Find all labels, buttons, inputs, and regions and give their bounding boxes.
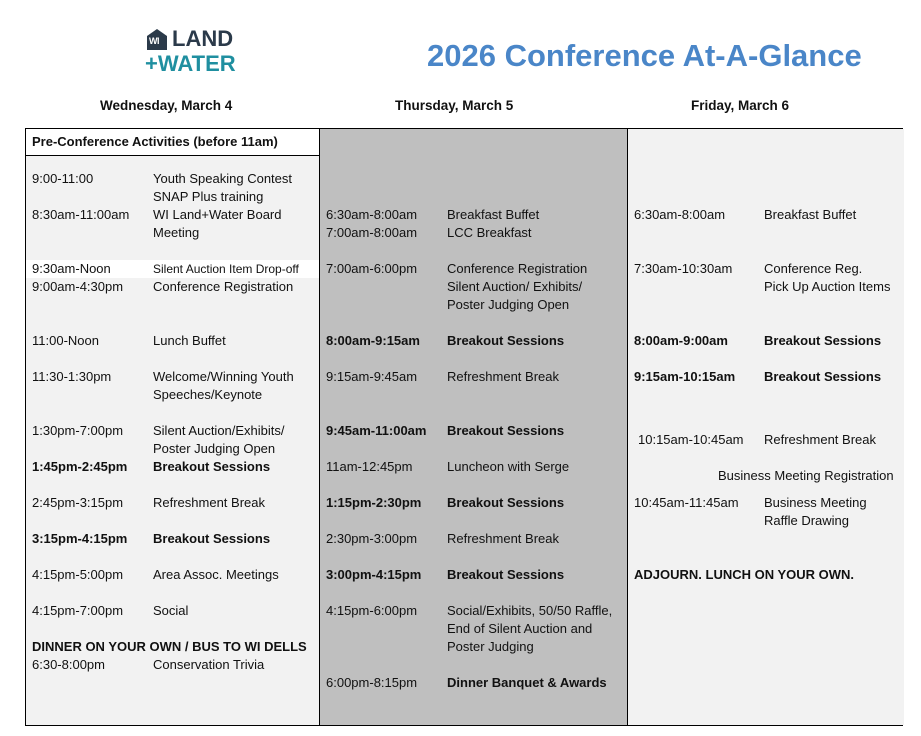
activity-line: Refreshment Break [764, 432, 876, 447]
activity-line: Breakfast Buffet [447, 207, 540, 222]
activity-line: Pick Up Auction Items [764, 279, 891, 294]
item-activity [447, 566, 564, 584]
item-time: 4:15pm-7:00pm [32, 603, 124, 618]
item-activity [764, 260, 890, 296]
activity-line: Breakfast Buffet [764, 207, 857, 222]
column-thursday [320, 129, 628, 725]
item-time: 1:30pm-7:00pm [32, 423, 124, 438]
item-time: 1:15pm-2:30pm [326, 495, 422, 510]
item-time: 7:00am-8:00am [326, 225, 418, 240]
item-activity [447, 206, 539, 224]
activity-line: Conference Reg. [764, 261, 863, 276]
activity-line: WI Land+Water Board [153, 207, 282, 222]
item-activity [153, 494, 265, 512]
item-time: 11:00-Noon [32, 333, 99, 348]
item-activity [447, 530, 559, 548]
item-activity [764, 431, 876, 449]
activity-line: Refreshment Break [153, 495, 265, 510]
item-activity [764, 494, 867, 530]
activity-line: Breakout Sessions [447, 423, 565, 438]
item-time: 9:15am-10:15am [634, 369, 736, 384]
activity-line: LCC Breakfast [447, 225, 532, 240]
activity-line: End of Silent Auction and [447, 621, 593, 636]
item-time: 4:15pm-5:00pm [32, 567, 124, 582]
activity-line: Poster Judging [447, 639, 534, 654]
item-time: 1:45pm-2:45pm [32, 459, 128, 474]
activity-line: Breakout Sessions [153, 531, 271, 546]
item-time: 9:00-11:00 [32, 171, 94, 186]
day-header-wednesday: Wednesday, March 4 [100, 98, 233, 113]
item-time: 8:00am-9:00am [634, 333, 728, 348]
schedule-item [26, 260, 319, 278]
item-activity [153, 332, 226, 350]
day-header-thursday: Thursday, March 5 [395, 98, 514, 113]
activity-line: Conference Registration [153, 279, 294, 294]
activity-line: Breakout Sessions [447, 495, 565, 510]
item-time: 8:30am-11:00am [32, 207, 130, 222]
item-activity [447, 422, 564, 440]
activity-line: Luncheon with Serge [447, 459, 570, 474]
item-time: 4:15pm-6:00pm [326, 603, 418, 618]
activity-line: Social [153, 603, 189, 618]
item-activity [764, 332, 881, 350]
page-title: 2026 Conference At-A-Glance [427, 38, 862, 73]
item-activity [447, 674, 607, 692]
activity-line: Poster Judging Open [153, 441, 276, 456]
item-activity [153, 566, 279, 584]
item-time: 7:30am-10:30am [634, 261, 733, 276]
activity-line: Breakout Sessions [764, 333, 882, 348]
item-time: 6:00pm-8:15pm [326, 675, 418, 690]
activity-line: Refreshment Break [447, 369, 559, 384]
item-time: 3:00pm-4:15pm [326, 567, 422, 582]
item-activity [153, 530, 270, 548]
activity-line: Silent Auction/Exhibits/ [153, 423, 285, 438]
item-time: 6:30am-8:00am [634, 207, 726, 222]
activity-line: Breakout Sessions [764, 369, 882, 384]
day-header-friday: Friday, March 6 [691, 98, 790, 113]
logo-water: +WATER [145, 51, 236, 76]
activity-line: Conservation Trivia [153, 657, 265, 672]
item-activity [764, 206, 856, 224]
item-time: 9:45am-11:00am [326, 423, 427, 438]
activity-line: Social/Exhibits, 50/50 Raffle, [447, 603, 613, 618]
item-activity [153, 602, 188, 620]
logo-badge: WI [149, 36, 159, 46]
activity-line: Raffle Drawing [764, 513, 850, 528]
item-activity [153, 206, 282, 242]
item-time: 2:45pm-3:15pm [32, 495, 124, 510]
item-time: 3:15pm-4:15pm [32, 531, 128, 546]
item-activity [153, 656, 264, 674]
item-time: 11:30-1:30pm [32, 369, 112, 384]
activity-line: Breakout Sessions [447, 567, 565, 582]
activity-line: Lunch Buffet [153, 333, 226, 348]
item-activity [447, 458, 569, 476]
item-time: 10:45am-11:45am [634, 495, 739, 510]
item-time: 6:30am-8:00am [326, 207, 418, 222]
item-activity [447, 602, 612, 656]
activity-line: SNAP Plus training [153, 189, 264, 204]
item-activity [764, 368, 881, 386]
item-time: 6:30-8:00pm [32, 657, 105, 672]
logo [145, 24, 236, 82]
activity-line: Breakout Sessions [447, 333, 565, 348]
item-time: 9:15am-9:45am [326, 369, 418, 384]
item-time: 7:00am-6:00pm [326, 261, 418, 276]
item-time: 8:00am-9:15am [326, 333, 420, 348]
activity-line: Meeting [153, 225, 200, 240]
activity-line: Welcome/Winning Youth [153, 369, 294, 384]
barn-icon [145, 28, 169, 50]
activity-line: Area Assoc. Meetings [153, 567, 279, 582]
logo-land: LAND [172, 26, 234, 51]
activity-line: Dinner Banquet & Awards [447, 675, 607, 690]
activity-line: Youth Speaking Contest [153, 171, 293, 186]
item-activity [447, 368, 559, 386]
item-time: 10:15am-10:45am [638, 432, 744, 447]
item-time: 9:00am-4:30pm [32, 279, 124, 294]
item-time: 11am-12:45pm [326, 459, 413, 474]
item-activity [153, 422, 285, 458]
adjourn-note: ADJOURN. LUNCH ON YOUR OWN. [634, 567, 855, 582]
item-activity [447, 494, 564, 512]
column-friday [628, 129, 904, 725]
item-activity [153, 278, 293, 296]
dinner-note: DINNER ON YOUR OWN / BUS TO WI DELLS [32, 639, 307, 654]
pre-conference-header [26, 129, 319, 156]
activity-line: Breakout Sessions [153, 459, 271, 474]
activity-line: Business Meeting [764, 495, 867, 510]
business-meeting-registration: Business Meeting Registration [718, 468, 894, 483]
activity-line: Refreshment Break [447, 531, 559, 546]
item-activity [153, 458, 270, 476]
item-activity [447, 224, 532, 242]
item-activity [153, 260, 299, 278]
activity-line: Speeches/Keynote [153, 387, 263, 402]
schedule-grid [25, 128, 903, 726]
item-activity [153, 368, 294, 404]
pre-conference-label: Pre-Conference Activities (before 11am) [32, 134, 278, 149]
item-activity [447, 260, 587, 314]
item-activity [153, 170, 292, 206]
activity-line: Conference Registration [447, 261, 588, 276]
item-time: 2:30pm-3:00pm [326, 531, 418, 546]
activity-line: Poster Judging Open [447, 297, 570, 312]
activity-line: Silent Auction Item Drop-off [153, 262, 299, 276]
column-wednesday [26, 129, 320, 725]
activity-line: Silent Auction/ Exhibits/ [447, 279, 583, 294]
item-activity [447, 332, 564, 350]
item-time: 9:30am-Noon [32, 261, 111, 276]
